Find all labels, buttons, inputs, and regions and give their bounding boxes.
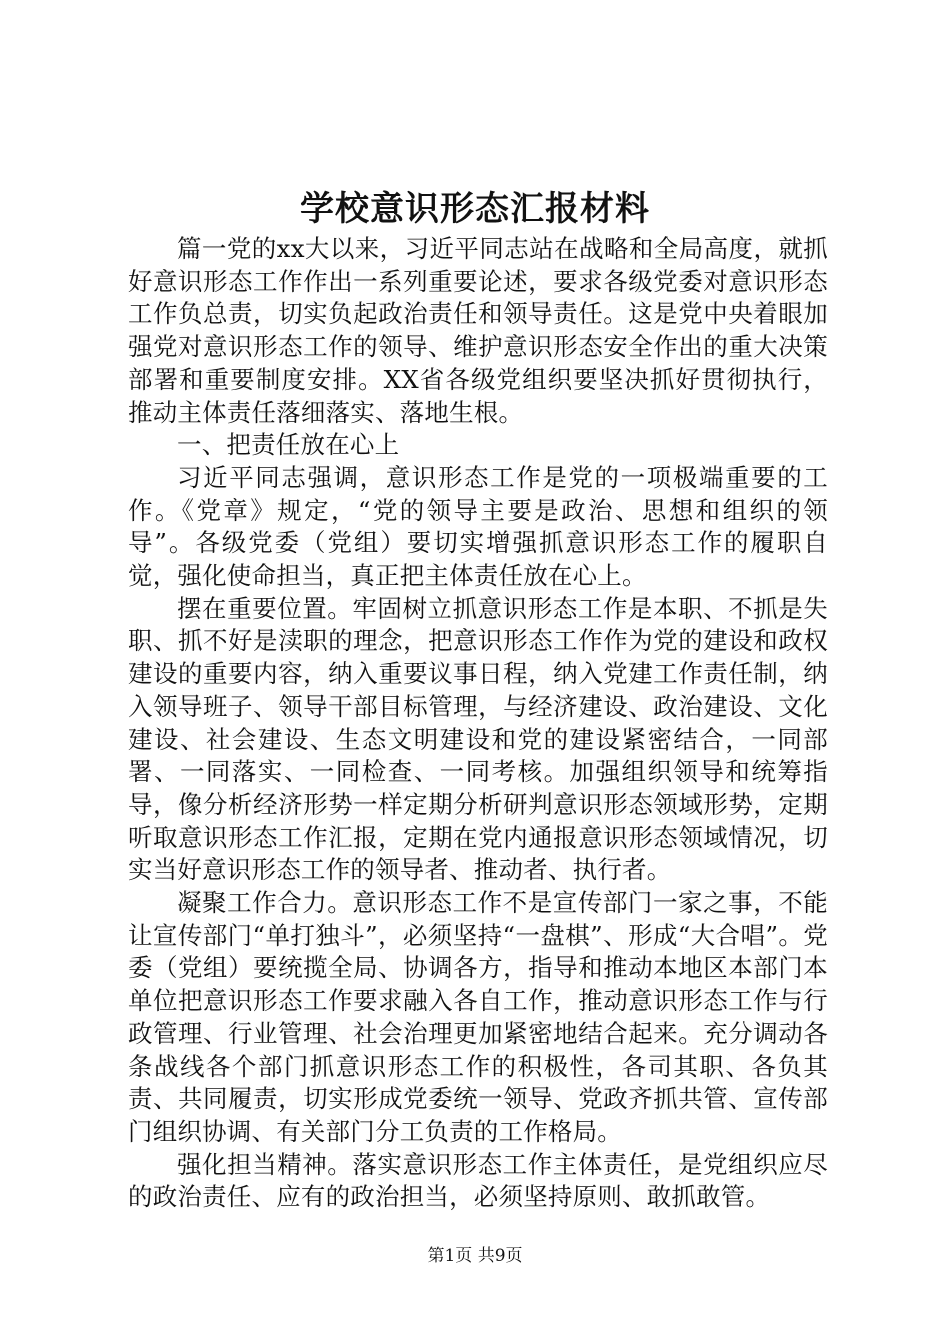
paragraph: 强化担当精神。落实意识形态工作主体责任，是党组织应尽的政治责任、应有的政治担当，必须坚持原则、敢抓敢管。 — [128, 1149, 828, 1212]
paragraph-intro: 篇一党的xx大以来，习近平同志站在战略和全局高度，就抓好意识形态工作作出一系列重要论述，要求各级党委对意识形态工作负总责，切实负起政治责任和领导责任。这是党中央着眼加强党对意识形态工作的领导、维护意识形态安全作出的重大决策部署和重要制度安排。XX省各级党组织要坚决抓好贯彻执行，推动主体责任落细落实、落地生根。 — [128, 234, 828, 427]
page-number-footer: 第1页 共9页 — [427, 1246, 523, 1266]
paragraph: 凝聚工作合力。意识形态工作不是宣传部门一家之事，不能让宣传部门“单打独斗”，必须坚持“一盘棋”、形成“大合唱”。党委（党组）要统揽全局、协调各方，指导和推动本地区本部门本单位把意识形态工作要求融入各自工作，推动意识形态工作与行政管理、行业管理、社会治理更加紧密地结合起来。充分调动各条战线各个部门抓意识形态工作的积极性，各司其职、各负其责、共同履责，切实形成党委统一领导、党政齐抓共管、宣传部门组织协调、有关部门分工负责的工作格局。 — [128, 888, 828, 1146]
paragraph: 摆在重要位置。牢固树立抓意识形态工作是本职、不抓是失职、抓不好是渎职的理念，把意识形态工作作为党的建设和政权建设的重要内容，纳入重要议事日程，纳入党建工作责任制，纳入领导班子、领导干部目标管理，与经济建设、政治建设、文化建设、社会建设、生态文明建设和党的建设紧密结合，一同部署、一同落实、一同检查、一同考核。加强组织领导和统筹指导，像分析经济形势一样定期分析研判意识形态领域形势，定期听取意识形态工作汇报，定期在党内通报意识形态领域情况，切实当好意识形态工作的领导者、推动者、执行者。 — [128, 593, 828, 885]
paragraph: 习近平同志强调，意识形态工作是党的一项极端重要的工作。《党章》规定，“党的领导主要是政治、思想和组织的领导”。各级党委（党组）要切实增强抓意识形态工作的履职自觉，强化使命担当，真正把主体责任放在心上。 — [128, 462, 828, 591]
document-body — [128, 233, 828, 1214]
document-title: 学校意识形态汇报材料 — [300, 189, 650, 229]
section-heading: 一、把责任放在心上 — [177, 430, 400, 460]
